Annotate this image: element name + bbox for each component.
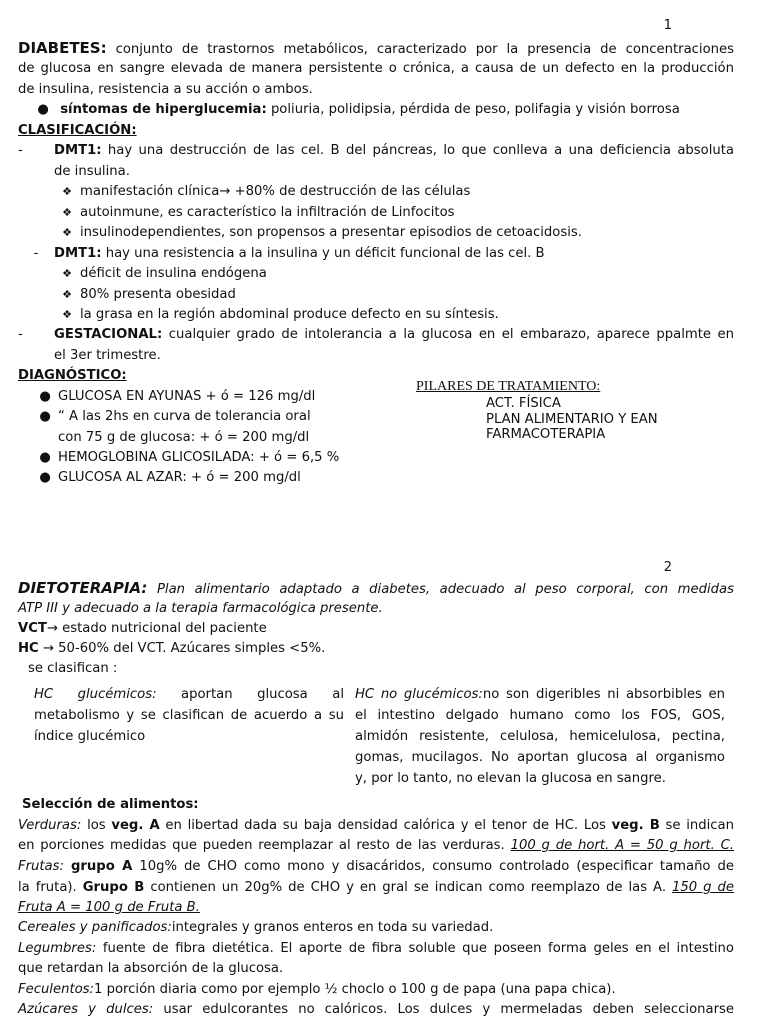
frutas-line-2: la fruta). Grupo B contienen un 20g% de CHO y en gral se indican como reemplazo de las A. 150 g de	[18, 880, 734, 895]
diamond-bullet-icon: ❖	[62, 288, 72, 301]
bullet-icon: ●	[39, 470, 51, 485]
dmt1-line-2: de insulina.	[54, 164, 130, 179]
dietoterapia-line-1: DIETOTERAPIA: Plan alimentario adaptado a diabetes, adecuado al peso corporal, con medidas	[18, 579, 734, 597]
cereales-line: Cereales y panificados:integrales y granos enteros en toda su variedad.	[18, 920, 494, 935]
dmt1-line-1: - DMT1: hay una destrucción de las cel. B del páncreas, lo que conlleva a una deficiencia absoluta	[18, 141, 734, 162]
diabetes-definition-line-2: de glucosa en sangre elevada de manera persistente o crónica, a causa de un defecto en la producción	[18, 61, 734, 76]
hc-noglucemicos-line-1: HC no glucémicos:no son digeribles ni absorbibles en	[355, 687, 725, 702]
diagnostico-heading: DIAGNÓSTICO:	[18, 368, 127, 383]
diag-item-2: ● “ A las 2hs en curva de tolerancia oral	[32, 407, 412, 428]
page-number: 1	[663, 18, 672, 33]
diag-item-4: ● GLUCOSA AL AZAR: + ó = 200 mg/dl	[32, 468, 412, 489]
clasifican-line: se clasifican :	[28, 661, 118, 676]
clasificacion-heading: CLASIFICACIÓN:	[18, 123, 137, 138]
legumbres-line-2: que retardan la absorción de la glucosa.	[18, 961, 284, 976]
page-number: 2	[663, 560, 672, 575]
dmt1-bullet-2: ❖ autoinmune, es característico la infiltración de Linfocitos	[54, 203, 768, 224]
dmt2-line: - DMT1: hay una resistencia a la insulina y un déficit funcional de las cel. B	[18, 244, 734, 265]
hc-glucemicos-line-2: metabolismo y se clasifican de acuerdo a su	[34, 708, 344, 723]
bullet-icon: ●	[39, 409, 51, 424]
hc-line: HC → 50-60% del VCT. Azúcares simples <5%.	[18, 641, 326, 656]
dmt1-bullet-1: ❖ manifestación clínica→ +80% de destrucción de las células	[54, 182, 768, 203]
diabetes-definition-line-3: de insulina, resistencia a su acción o ambos.	[18, 82, 313, 97]
diamond-bullet-icon: ❖	[62, 206, 72, 219]
dietoterapia-term: DIETOTERAPIA:	[18, 579, 148, 597]
dmt1-bullet-3: ❖ insulinodependientes, son propensos a presentar episodios de cetoacidosis.	[54, 223, 768, 244]
diamond-bullet-icon: ❖	[62, 308, 72, 321]
feculentos-line: Feculentos:1 porción diaria como por ejemplo ½ choclo o 100 g de papa (una papa chica).	[18, 982, 616, 997]
azucares-line: Azúcares y dulces: usar edulcorantes no calóricos. Los dulces y mermeladas deben seleccionarse	[18, 1002, 734, 1017]
dmt2-bullet-1: ❖ déficit de insulina endógena	[54, 264, 768, 285]
diabetes-term: DIABETES:	[18, 39, 107, 57]
verduras-line-2: en porciones medidas que pueden reemplazar al resto de las verduras. 100 g de hort. A = 50 g hort. C.	[18, 838, 734, 853]
legumbres-line-1: Legumbres: fuente de fibra dietética. El aporte de fibra soluble que poseen forma geles en el intestino	[18, 941, 734, 956]
seleccion-heading: Selección de alimentos:	[22, 797, 199, 812]
diag-item-3: ● HEMOGLOBINA GLICOSILADA: + ó = 6,5 %	[32, 448, 412, 469]
hc-noglucemicos-line-4: gomas, mucilagos. No aportan glucosa al organismo	[355, 750, 725, 765]
dash-icon: -	[18, 143, 23, 158]
hc-glucemicos-line-1: HC glucémicos: aportan glucosa al	[34, 687, 344, 702]
hc-noglucemicos-line-3: almidón resistente, celulosa, hemicelulosa, pectina,	[355, 729, 725, 744]
hc-glucemicos-line-3: índice glucémico	[34, 729, 146, 744]
diamond-bullet-icon: ❖	[62, 226, 72, 239]
hc-noglucemicos-line-2: el intestino delgado humano como los FOS, GOS,	[355, 708, 725, 723]
frutas-line-1: Frutas: grupo A 10g% de CHO como mono y disacáridos, consumo controlado (especificar tamaño de	[18, 859, 734, 874]
symptoms-item: ● síntomas de hiperglucemia: poliuria, polidipsia, pérdida de peso, polifagia y visión borrosa	[30, 100, 746, 121]
gestacional-line-1: - GESTACIONAL: cualquier grado de intolerancia a la glucosa en el embarazo, aparece ppalmte en	[18, 325, 734, 346]
dmt2-bullet-2: ❖ 80% presenta obesidad	[54, 285, 768, 306]
pilar-item-3: FARMACOTERAPIA	[486, 427, 606, 442]
dietoterapia-line-2: ATP III y adecuado a la terapia farmacológica presente.	[18, 601, 383, 616]
bullet-icon: ●	[37, 102, 49, 117]
diamond-bullet-icon: ❖	[62, 267, 72, 280]
dmt2-bullet-3: ❖ la grasa en la región abdominal produce defecto en su síntesis.	[54, 305, 768, 326]
dash-icon: -	[18, 327, 23, 342]
diabetes-definition-line-1: DIABETES: conjunto de trastornos metabólicos, caracterizado por la presencia de concentraciones	[18, 39, 734, 57]
bullet-icon: ●	[39, 450, 51, 465]
dash-icon: -	[33, 246, 39, 261]
gestacional-line-2: el 3er trimestre.	[54, 348, 161, 363]
diag-item-1: ● GLUCOSA EN AYUNAS + ó = 126 mg/dl	[32, 387, 412, 408]
verduras-line-1: Verduras: los veg. A en libertad dada su baja densidad calórica y el tenor de HC. Los veg. B se indican	[18, 818, 734, 833]
pilar-item-1: ACT. FÍSICA	[486, 396, 561, 411]
pilares-title: PILARES DE TRATAMIENTO:	[416, 379, 601, 394]
page-2	[0, 540, 768, 1024]
hc-noglucemicos-line-5: y, por lo tanto, no elevan la glucosa en sangre.	[355, 771, 666, 786]
diag-item-2-cont: con 75 g de glucosa: + ó = 200 mg/dl	[58, 430, 310, 445]
vct-line: VCT→ estado nutricional del paciente	[18, 621, 267, 636]
bullet-icon: ●	[39, 389, 51, 404]
frutas-line-3: Fruta A = 100 g de Fruta B.	[18, 900, 200, 915]
pilar-item-2: PLAN ALIMENTARIO Y EAN	[486, 412, 658, 427]
diamond-bullet-icon: ❖	[62, 185, 72, 198]
